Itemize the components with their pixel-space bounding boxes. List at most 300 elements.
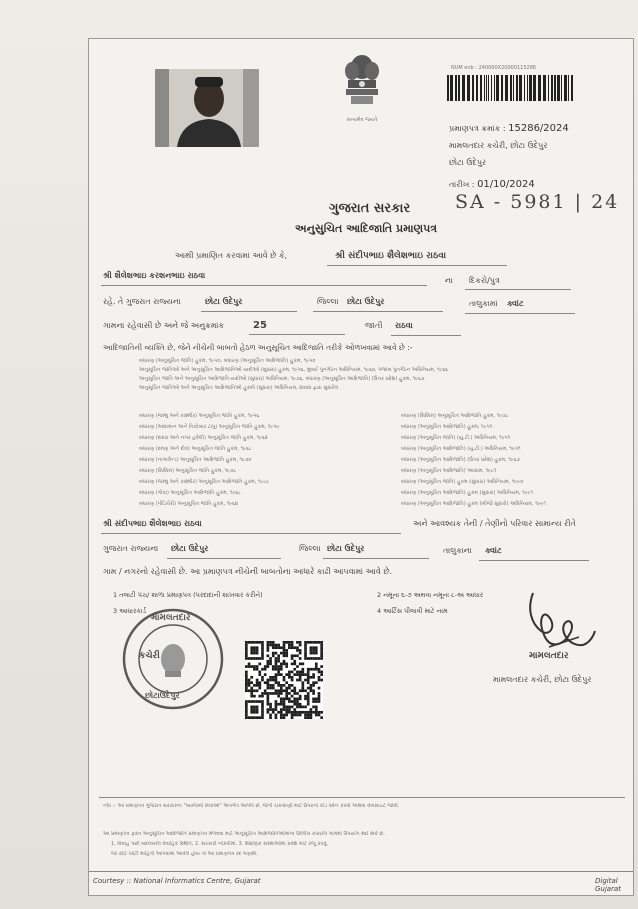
qr-cell	[261, 641, 264, 644]
qr-cell	[307, 716, 310, 719]
qr-cell	[318, 676, 321, 679]
qr-cell	[288, 671, 291, 674]
qr-cell	[245, 711, 248, 714]
qr-cell	[277, 711, 280, 714]
qr-cell	[307, 641, 310, 644]
qr-cell	[280, 689, 283, 692]
qr-cell	[267, 654, 270, 657]
qr-cell	[245, 703, 248, 706]
qr-cell	[256, 716, 259, 719]
barcode-bar	[467, 75, 470, 101]
qr-cell	[245, 679, 248, 682]
qr-cell	[301, 687, 304, 690]
qr-cell	[248, 684, 251, 687]
qr-cell	[304, 706, 307, 709]
qr-cell	[320, 673, 323, 676]
digital-gujarat-text: Digital Gujarat	[595, 877, 622, 893]
qr-cell	[296, 641, 299, 644]
qr-cell	[312, 697, 315, 700]
caste-value: રાઠવા	[395, 321, 413, 330]
order-item: બંધારણ (અનુસૂચિત આદિજાતિ) આસામ, ૧૯૮૧	[401, 468, 497, 474]
qr-cell	[307, 673, 310, 676]
qr-cell	[277, 681, 280, 684]
qr-cell	[277, 668, 280, 671]
qr-cell	[304, 641, 307, 644]
qr-cell	[256, 708, 259, 711]
qr-cell	[277, 646, 280, 649]
qr-cell	[267, 708, 270, 711]
barcode-bar	[455, 75, 457, 101]
qr-cell	[261, 716, 264, 719]
basis-item-4: 4 આર્ટિસ પીલાવી માટે નામ	[377, 607, 448, 615]
barcode-bar	[557, 75, 560, 101]
qr-cell	[275, 673, 278, 676]
order-item: બંધારણ (જમ્મુ અને કાશ્મીર) અનુસૂચિત જાતિ હુકમ, ૧૯૫૬	[139, 413, 260, 419]
qr-cell	[288, 644, 291, 647]
barcode-bar	[458, 75, 460, 101]
qr-cell	[307, 695, 310, 698]
qr-cell	[245, 689, 248, 692]
qr-cell	[312, 711, 315, 714]
order-item: બંધારણ (જમ્મુ અને કાશ્મીર) અનુસૂચિત આદિજાતિ હુકમ, ૧૯૮૯	[139, 479, 270, 485]
qr-cell	[299, 711, 302, 714]
qr-cell	[293, 646, 296, 649]
seal-bottom-text: છોટાઉદેપુર	[145, 691, 180, 700]
qr-cell	[304, 649, 307, 652]
na-label: ના	[445, 276, 453, 285]
qr-cell	[256, 652, 259, 655]
qr-cell	[299, 663, 302, 666]
qr-cell	[272, 676, 275, 679]
qr-cell	[267, 649, 270, 652]
barcode-icon	[447, 75, 573, 101]
qr-cell	[269, 657, 272, 660]
qr-cell	[275, 652, 278, 655]
qr-cell	[318, 641, 321, 644]
qr-cell	[283, 652, 286, 655]
courtesy-text: Courtesy :: National Informatics Centre, Gujarat	[93, 877, 261, 885]
qr-cell	[315, 652, 318, 655]
qr-cell	[299, 703, 302, 706]
certify-text: આથી પ્રમાણિત કરવામાં આવે છે કે,	[175, 251, 288, 260]
office-line-1: મામલતદાર કચેરી, છોટા ઉદેપુર	[449, 141, 548, 150]
qr-cell	[261, 652, 264, 655]
date-label: તારીખ :	[449, 180, 475, 189]
qr-cell	[291, 684, 294, 687]
qr-cell	[315, 700, 318, 703]
barcode-bar	[486, 75, 487, 101]
qr-cell	[275, 646, 278, 649]
qr-cell	[293, 663, 296, 666]
qr-cell	[277, 684, 280, 687]
qr-cell	[283, 697, 286, 700]
footer-note-4: જો કોઈ ખોટી માહિતી આપવામાં આવેલ હોય તો આ પ્રમાણપત્ર રદ ગણાશે.	[111, 851, 258, 857]
qr-cell	[299, 657, 302, 660]
qr-cell	[285, 654, 288, 657]
qr-cell	[250, 692, 253, 695]
qr-cell	[253, 646, 256, 649]
qr-cell	[253, 665, 256, 668]
qr-cell	[318, 714, 321, 717]
qr-cell	[293, 687, 296, 690]
qr-cell	[301, 673, 304, 676]
qr-cell	[280, 646, 283, 649]
order-item: બંધારણ (અનુસૂચિત જાતિ) (યુ.ટી.) અધિનિયમ, ૧૯૫૧	[401, 435, 511, 441]
qr-cell	[269, 714, 272, 717]
order-item: બંધારણ (અનુસૂચિત આદિજાતિ) હુકમ (બીજો સુધારો) અધિનિયમ, ૧૯૯૧	[401, 501, 546, 507]
qr-cell	[272, 644, 275, 647]
qr-cell	[272, 692, 275, 695]
qr-cell	[280, 700, 283, 703]
qr-cell	[269, 706, 272, 709]
qr-cell	[291, 700, 294, 703]
qr-cell	[307, 681, 310, 684]
qr-cell	[296, 673, 299, 676]
qr-cell	[301, 671, 304, 674]
qr-cell	[304, 673, 307, 676]
qr-cell	[299, 679, 302, 682]
qr-cell	[296, 692, 299, 695]
qr-cell	[288, 697, 291, 700]
order-line: અનુસૂચિત જાતિ અને અનુસૂચિત આદિજાતિ યાદીઓ (સુધારા) અધિનિયમ, ૧૯૭૬, બંધારણ (અનુસૂચિત આદિજાતિ) (ઉત્તર પ્રદેશ) હુકમ, ૧૯૬૭	[139, 376, 425, 382]
qr-cell	[283, 708, 286, 711]
qr-cell	[283, 684, 286, 687]
qr-cell	[288, 708, 291, 711]
order-item: બંધારણ (ગોવા) અનુસૂચિત આદિજાતિ હુકમ, ૧૯૬૮	[139, 490, 241, 496]
qr-cell	[312, 700, 315, 703]
order-line: અનુસૂચિત જાતિઓ અને અનુસૂચિત આદિજાતિઓ હુકમો (સુધારા) અધિનિયમ, ૨૦૦૨ દ્વારા સુધારેલ	[139, 385, 339, 391]
footer-note-2: આ પ્રમાણપત્ર ફક્ત અનુસૂચિત આદિજાતિ પ્રમાણપત્ર મેળવવા માટે અનુસૂચિત આદિજાતિઓમાંના ઉલ્લેખ કરાયેલ ગામમાં ઉપયોગ થઈ શકે છે.	[103, 831, 385, 837]
qr-cell	[261, 679, 264, 682]
qr-cell	[320, 716, 323, 719]
qr-cell	[285, 673, 288, 676]
qr-cell	[245, 652, 248, 655]
qr-cell	[264, 681, 267, 684]
qr-cell	[267, 700, 270, 703]
order-item: બંધારણ (સિક્કિમ) અનુસૂચિત આદિજાતિ હુકમ, ૧૯૭૮	[401, 413, 509, 419]
qr-cell	[304, 679, 307, 682]
qr-cell	[307, 697, 310, 700]
qr-cell	[275, 644, 278, 647]
qr-cell	[267, 695, 270, 698]
qr-cell	[299, 689, 302, 692]
qr-cell	[264, 673, 267, 676]
qr-cell	[315, 697, 318, 700]
seal-top-text: મામલતદાર	[151, 613, 191, 623]
qr-cell	[272, 654, 275, 657]
footer-note-3: 1. વિવાહ પછી બદલાયેલ વૈવાહિક સ્થિતિ, 2. સરકારી નોકરીમાં, 3. શૈક્ષણિક સંસ્થાઓમાં પ્રવેશ માટે રજૂ કરવું.	[111, 841, 329, 847]
qr-cell	[283, 700, 286, 703]
qr-cell	[256, 641, 259, 644]
qr-cell	[310, 687, 313, 690]
qr-cell	[253, 708, 256, 711]
qr-cell	[261, 654, 264, 657]
qr-cell	[250, 687, 253, 690]
qr-cell	[318, 695, 321, 698]
qr-cell	[285, 652, 288, 655]
barcode-bar	[510, 75, 512, 101]
qr-cell	[320, 654, 323, 657]
signatory-title: મામલતદાર	[529, 651, 569, 661]
barcode-bar	[548, 75, 549, 101]
qr-cell	[272, 652, 275, 655]
qr-cell	[315, 646, 318, 649]
qr-cell	[253, 711, 256, 714]
qr-cell	[253, 689, 256, 692]
qr-cell	[258, 716, 261, 719]
district-value-2: છોટા ઉદેપુર	[171, 544, 209, 553]
qr-cell	[293, 703, 296, 706]
qr-cell	[245, 684, 248, 687]
qr-cell	[256, 711, 259, 714]
qr-cell	[280, 711, 283, 714]
qr-cell	[256, 706, 259, 709]
barcode-bar	[551, 75, 553, 101]
qr-cell	[293, 700, 296, 703]
qr-cell	[256, 681, 259, 684]
qr-cell	[245, 646, 248, 649]
qr-cell	[267, 665, 270, 668]
certificate-title: અનુસુચિત આદિજાતિ પ્રમાણપત્ર	[295, 222, 438, 235]
qr-cell	[310, 714, 313, 717]
qr-cell	[280, 652, 283, 655]
qr-cell	[277, 644, 280, 647]
qr-cell	[280, 673, 283, 676]
qr-cell	[291, 689, 294, 692]
qr-cell	[285, 714, 288, 717]
qr-cell	[280, 708, 283, 711]
qr-cell	[293, 692, 296, 695]
order-item: બંધારણ (અનુસૂચિત જાતિ) હુકમ (સુધારા) અધિનિયમ, ૧૯૯૦	[401, 479, 524, 485]
qr-cell	[291, 646, 294, 649]
seal-middle-text: કચેરી	[139, 651, 160, 661]
qr-cell	[258, 700, 261, 703]
qr-cell	[248, 657, 251, 660]
qr-cell	[299, 673, 302, 676]
qr-cell	[272, 687, 275, 690]
qr-cell	[315, 641, 318, 644]
qr-cell	[250, 649, 253, 652]
qr-cell	[318, 668, 321, 671]
qr-cell	[315, 663, 318, 666]
qr-cell	[245, 681, 248, 684]
qr-cell	[264, 665, 267, 668]
qr-cell	[280, 668, 283, 671]
qr-cell	[261, 657, 264, 660]
taluka-label-1: તાલુકામાં	[469, 299, 498, 308]
qr-cell	[277, 689, 280, 692]
qr-cell	[301, 706, 304, 709]
barcode-bar	[513, 75, 514, 101]
qr-cell	[267, 663, 270, 666]
qr-cell	[248, 663, 251, 666]
barcode-bar	[505, 75, 508, 101]
qr-cell	[267, 641, 270, 644]
qr-cell	[275, 714, 278, 717]
office-line-2: છોટા ઉદેપુર	[449, 158, 487, 167]
barcode-bar	[472, 75, 474, 101]
qr-cell	[275, 668, 278, 671]
qr-cell	[269, 708, 272, 711]
qr-cell	[267, 687, 270, 690]
qr-code-icon	[245, 641, 323, 719]
qr-cell	[291, 716, 294, 719]
qr-cell	[312, 684, 315, 687]
qr-cell	[291, 644, 294, 647]
qr-cell	[307, 692, 310, 695]
qr-cell	[304, 689, 307, 692]
qr-cell	[318, 700, 321, 703]
qr-cell	[272, 668, 275, 671]
certificate-frame	[88, 38, 634, 896]
barcode-bar	[529, 75, 532, 101]
qr-cell	[258, 684, 261, 687]
qr-cell	[275, 676, 278, 679]
qr-cell	[320, 679, 323, 682]
qr-cell	[301, 684, 304, 687]
barcode-bar	[561, 75, 562, 101]
taluka-value-1: ક્વાંટ	[507, 299, 524, 308]
qr-cell	[288, 673, 291, 676]
order-item: બંધારણ (અનુસૂચિત આદિજાતિ) હુકમ (સુધારા) અધિનિયમ, ૧૯૯૧	[401, 490, 533, 496]
qr-cell	[299, 695, 302, 698]
qr-cell	[310, 708, 313, 711]
qr-cell	[310, 652, 313, 655]
qr-cell	[291, 695, 294, 698]
qr-cell	[291, 679, 294, 682]
qr-cell	[293, 673, 296, 676]
qr-cell	[293, 708, 296, 711]
qr-cell	[258, 681, 261, 684]
qr-cell	[288, 684, 291, 687]
qr-cell	[261, 703, 264, 706]
district-value-2b: છોટા ઉદેપુર	[327, 544, 365, 553]
official-seal	[121, 607, 225, 711]
qr-cell	[296, 665, 299, 668]
qr-cell	[267, 660, 270, 663]
qr-cell	[301, 711, 304, 714]
qr-cell	[312, 652, 315, 655]
qr-cell	[291, 671, 294, 674]
taluka-value-2: ક્વાંટ	[485, 546, 502, 555]
qr-cell	[272, 679, 275, 682]
district-label-2: જિલ્લા	[299, 544, 321, 553]
qr-cell	[272, 708, 275, 711]
qr-cell	[312, 641, 315, 644]
qr-cell	[269, 644, 272, 647]
serial-label: ગામના રહેવાસી છે અને જે અનુક્રમાંક	[103, 321, 225, 330]
qr-cell	[296, 649, 299, 652]
order-item: બંધારણ (સિક્કિમ) અનુસૂચિત જાતિ હુકમ, ૧૯૭૮	[139, 468, 237, 474]
qr-cell	[301, 689, 304, 692]
qr-cell	[245, 687, 248, 690]
district-value-1: છોટા ઉદેપુર	[347, 297, 385, 306]
qr-cell	[299, 714, 302, 717]
qr-cell	[307, 714, 310, 717]
qr-cell	[261, 668, 264, 671]
qr-cell	[275, 700, 278, 703]
qr-cell	[250, 646, 253, 649]
qr-cell	[288, 700, 291, 703]
qr-cell	[253, 641, 256, 644]
qr-cell	[301, 668, 304, 671]
qr-cell	[261, 692, 264, 695]
qr-cell	[299, 706, 302, 709]
basis-item-2: 2 નમૂના ૬-૭ અથવા નમૂના ૮-અ આધાર	[377, 591, 484, 599]
resident-label: રહે. તે ગુજરાત રાજ્યના	[103, 297, 181, 306]
qr-cell	[275, 665, 278, 668]
qr-cell	[301, 681, 304, 684]
barcode-bar	[524, 75, 525, 101]
order-item: બંધારણ (પોંડિચેરી) અનુસૂચિત જાતિ હુકમ, ૧૯૬૪	[139, 501, 239, 507]
qr-cell	[318, 697, 321, 700]
barcode-bar	[533, 75, 536, 101]
order-item: બંધારણ (અનુસૂચિત આદિજાતિ) હુકમ, ૧૯૫૧	[401, 424, 493, 430]
qr-cell	[269, 684, 272, 687]
qr-cell	[285, 689, 288, 692]
qr-cell	[261, 649, 264, 652]
taluka-label-2: તાલુકાના	[443, 546, 472, 555]
qr-cell	[250, 657, 253, 660]
qr-cell	[264, 689, 267, 692]
qr-cell	[267, 703, 270, 706]
qr-cell	[275, 706, 278, 709]
qr-cell	[299, 652, 302, 655]
qr-cell	[261, 676, 264, 679]
basis-item-3: 3 આધારકાર્ડ	[113, 607, 147, 615]
qr-cell	[307, 679, 310, 682]
qr-cell	[261, 714, 264, 717]
qr-cell	[291, 663, 294, 666]
district-label-1: જિલ્લા	[317, 297, 339, 306]
qr-cell	[320, 649, 323, 652]
qr-cell	[245, 716, 248, 719]
qr-cell	[272, 684, 275, 687]
qr-cell	[248, 679, 251, 682]
barcode-bar	[484, 75, 485, 101]
qr-cell	[283, 676, 286, 679]
qr-cell	[318, 711, 321, 714]
qr-cell	[320, 711, 323, 714]
qr-cell	[285, 649, 288, 652]
qr-cell	[245, 657, 248, 660]
qr-cell	[256, 679, 259, 682]
qr-cell	[245, 641, 248, 644]
qr-cell	[267, 679, 270, 682]
qr-cell	[267, 684, 270, 687]
qr-cell	[304, 652, 307, 655]
cert-number-value: 15286/2024	[508, 123, 569, 134]
qr-cell	[275, 657, 278, 660]
cert-number-row	[449, 123, 569, 134]
qr-cell	[275, 681, 278, 684]
barcode-text: NUM enb : 240000X20000115286	[451, 65, 537, 71]
qr-cell	[280, 663, 283, 666]
qr-cell	[296, 679, 299, 682]
government-title: ગુજરાત સરકાર	[329, 201, 411, 216]
state-label: ગુજરાત રાજ્યના	[103, 544, 159, 553]
qr-cell	[315, 657, 318, 660]
qr-cell	[272, 665, 275, 668]
qr-cell	[269, 716, 272, 719]
qr-cell	[280, 716, 283, 719]
qr-cell	[288, 692, 291, 695]
qr-cell	[277, 673, 280, 676]
qr-cell	[283, 706, 286, 709]
qr-cell	[253, 700, 256, 703]
qr-cell	[318, 687, 321, 690]
qr-cell	[312, 706, 315, 709]
